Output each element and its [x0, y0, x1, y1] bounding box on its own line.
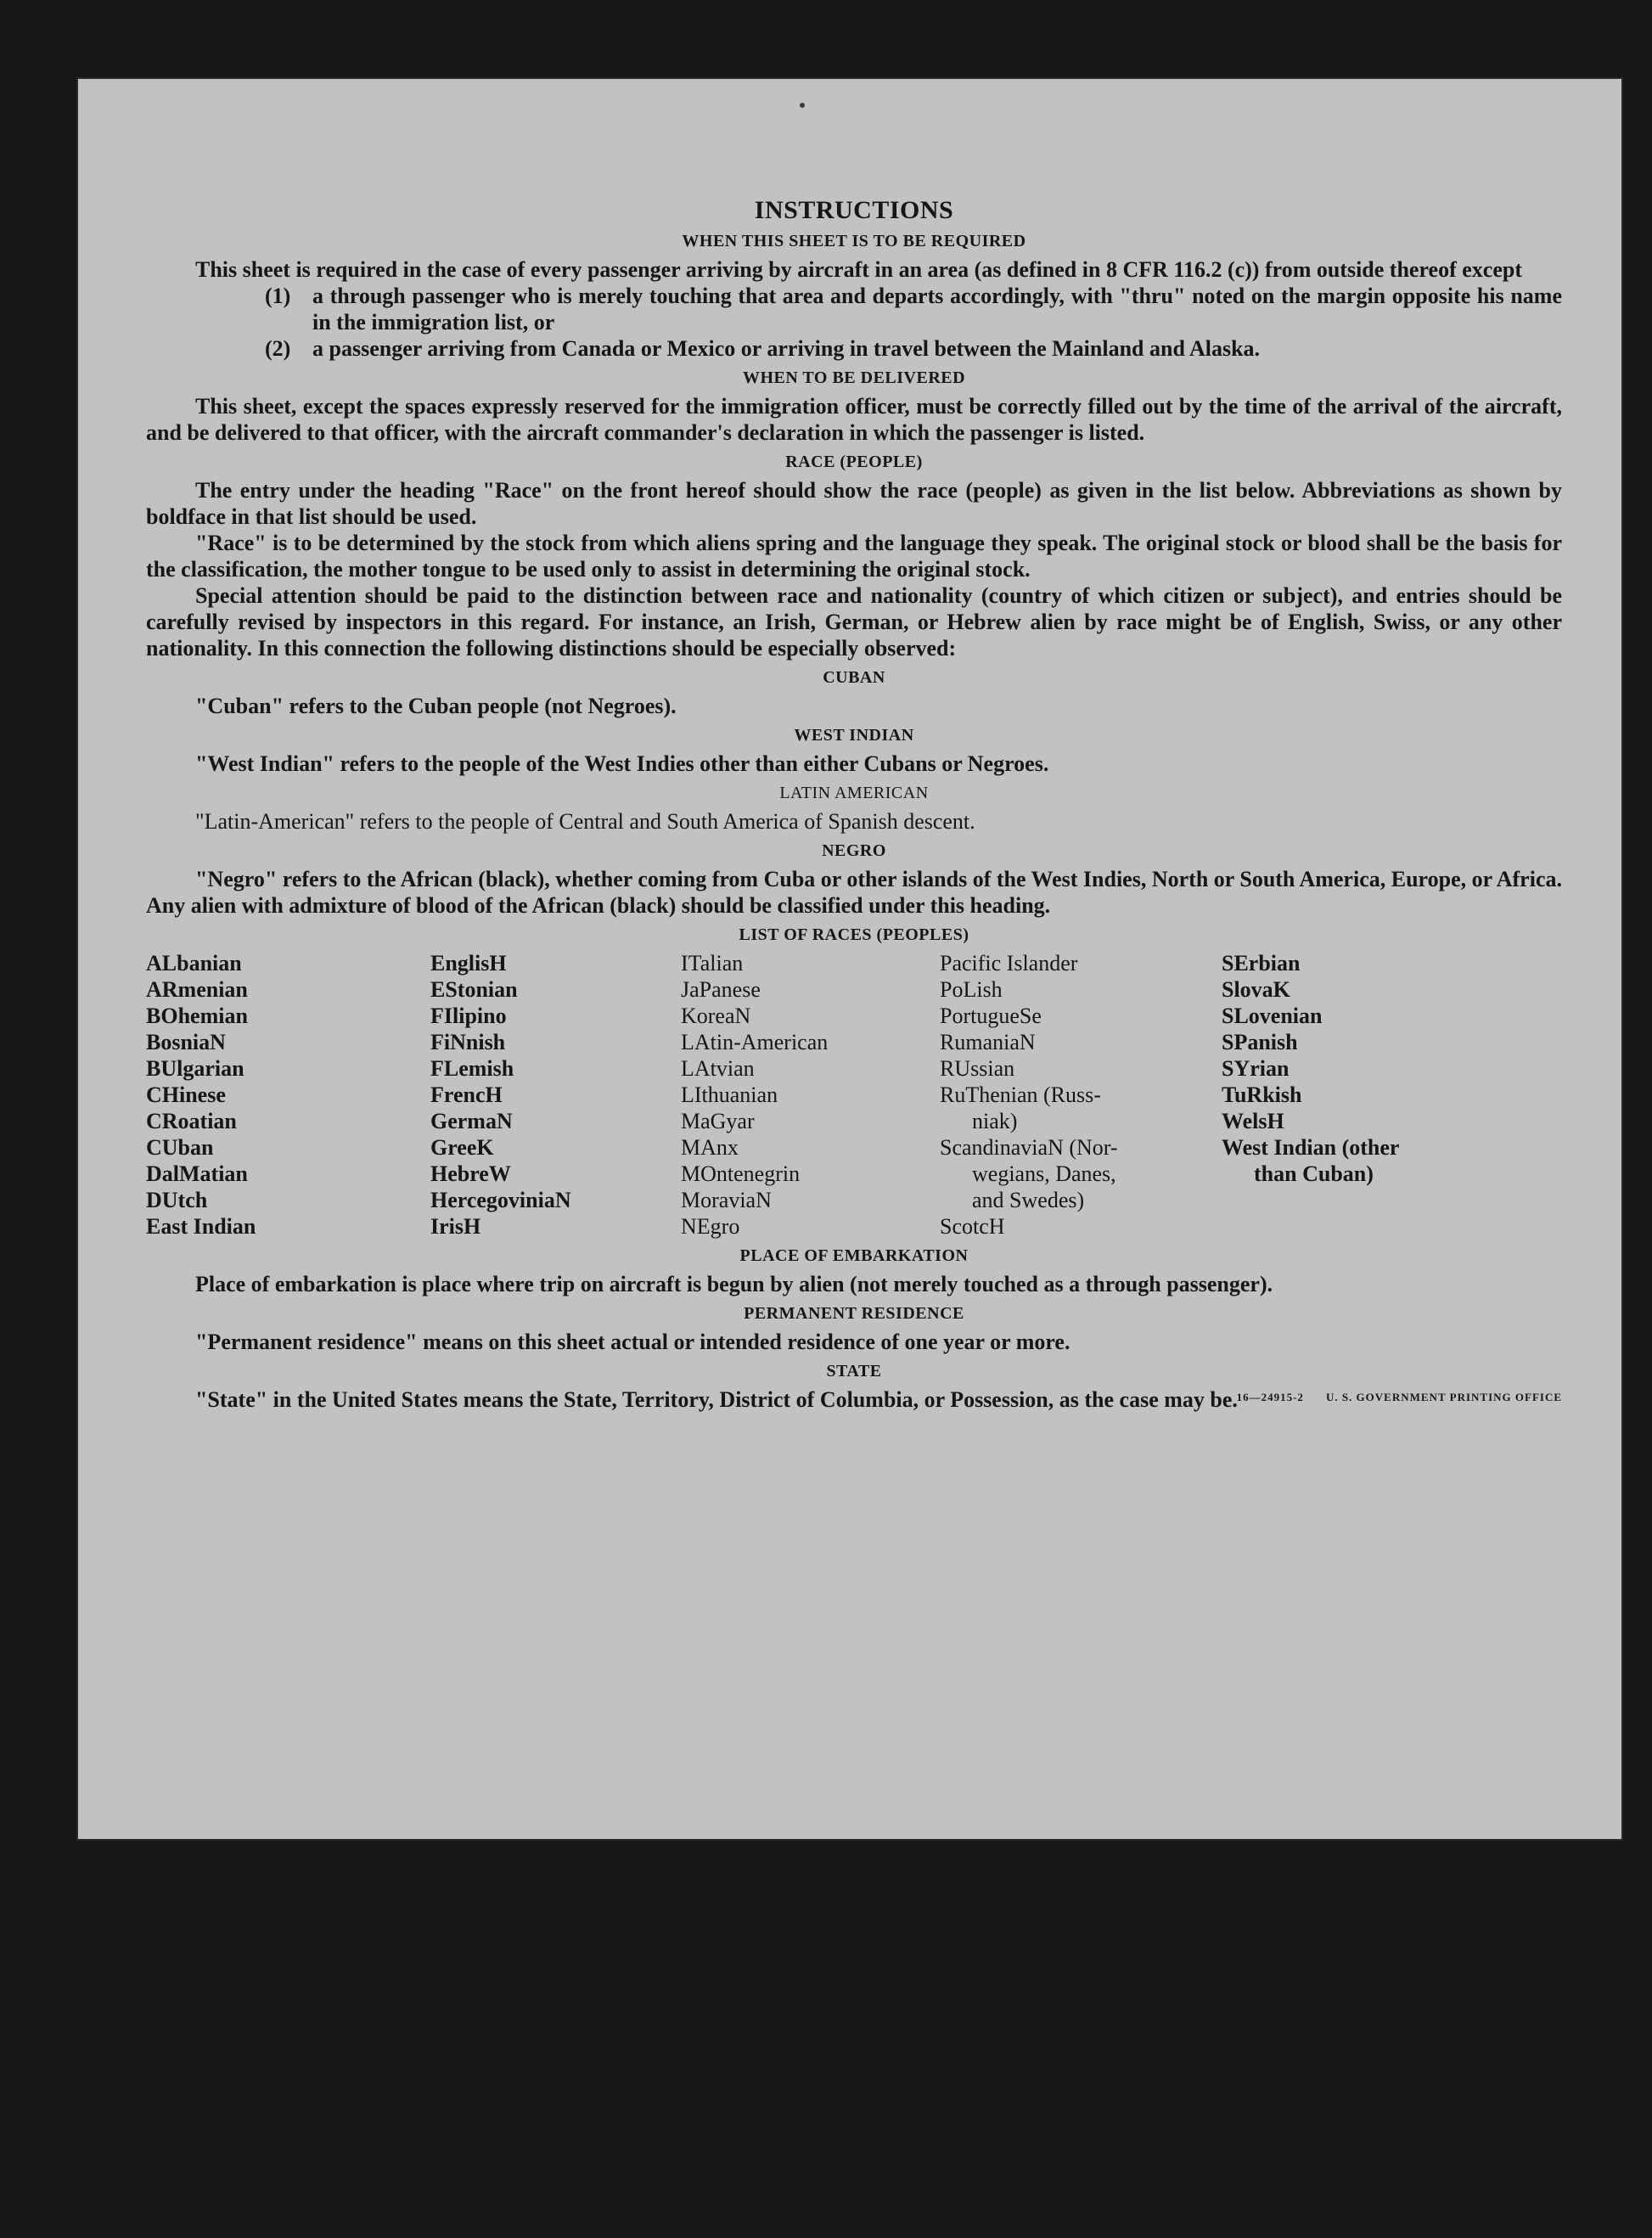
- race-item: GermaN: [430, 1109, 513, 1133]
- race-item: FrencH: [430, 1082, 503, 1107]
- race-item: HebreW: [430, 1161, 511, 1186]
- race-item: MAnx: [681, 1135, 739, 1160]
- race-item: TuRkish: [1222, 1082, 1302, 1107]
- state-text: "State" in the United States means the State, Territory, District of Columbia, or Possession, as the case may be.: [195, 1387, 1238, 1412]
- exception-1: [146, 283, 1562, 335]
- cuban-text: "Cuban" refers to the Cuban people (not Negroes).: [195, 694, 677, 718]
- exception-1-text: a through passenger who is merely touching that area and departs accordingly, with "thru" noted on the margin opposite his name in the immigration list, or: [312, 284, 1562, 335]
- race-item: LIthuanian: [681, 1082, 778, 1107]
- race-item: BosniaN: [146, 1030, 226, 1054]
- races-column-5: [1222, 950, 1477, 1240]
- race-item: CRoatian: [146, 1109, 237, 1133]
- heading-latin-american: LATIN AMERICAN: [779, 784, 929, 802]
- exception-2: [146, 335, 1562, 362]
- race-item-continuation: and Swedes): [972, 1188, 1085, 1212]
- race-item-continuation: niak): [972, 1109, 1018, 1133]
- race-item: PoLish: [940, 977, 1003, 1002]
- race-item: CHinese: [146, 1082, 226, 1107]
- race-item: IrisH: [430, 1214, 481, 1239]
- race-item: MoraviaN: [681, 1188, 772, 1212]
- race-item: RuThenian (Russ-: [940, 1082, 1101, 1107]
- embarkation-text: Place of embarkation is place where trip on aircraft is begun by alien (not merely touched as a through passenger).: [195, 1272, 1273, 1296]
- heading-required: WHEN THIS SHEET IS TO BE REQUIRED: [682, 232, 1026, 250]
- race-item: GreeK: [430, 1135, 494, 1160]
- race-item: BOhemian: [146, 1004, 248, 1028]
- heading-races-list: LIST OF RACES (PEOPLES): [739, 925, 969, 944]
- race-item: SlovaK: [1222, 977, 1290, 1002]
- race-item: SPanish: [1222, 1030, 1298, 1054]
- heading-delivered: WHEN TO BE DELIVERED: [742, 368, 966, 387]
- required-text: This sheet is required in the case of every passenger arriving by aircraft in an area (as defined in 8 CFR 116.2 (c)) from outside thereof except: [195, 257, 1522, 282]
- race-item: SErbian: [1222, 951, 1301, 976]
- race-item: NEgro: [681, 1214, 740, 1239]
- races-column-3: [681, 950, 940, 1240]
- race-item: HercegoviniaN: [430, 1188, 571, 1212]
- exception-2-text: a passenger arriving from Canada or Mexico or arriving in travel between the Mainland and Alaska.: [312, 336, 1261, 361]
- race-item: FiNnish: [430, 1030, 506, 1054]
- printer-imprint: U. S. GOVERNMENT PRINTING OFFICE: [1325, 1391, 1562, 1403]
- heading-race: RACE (PEOPLE): [785, 453, 923, 471]
- race-item: JaPanese: [681, 977, 761, 1002]
- race-item: WelsH: [1222, 1109, 1284, 1133]
- race-item: CUban: [146, 1135, 214, 1160]
- race-item: FLemish: [430, 1056, 514, 1081]
- race-item: EStonian: [430, 977, 518, 1002]
- race-item: RUssian: [940, 1056, 1015, 1081]
- race-paragraph-3: Special attention should be paid to the distinction between race and nationality (country of which citizen or subject), and entries should be carefully revised by inspectors in this regard. For instance, an Irish, German, or Hebrew alien by race might be of English, Swiss, or any other nationality. In this connection the following distinctions should be especially observed:: [146, 583, 1562, 661]
- heading-west-indian: WEST INDIAN: [794, 726, 914, 745]
- race-item: BUlgarian: [146, 1056, 244, 1081]
- race-item: SYrian: [1222, 1056, 1290, 1081]
- race-item: ScotcH: [940, 1214, 1005, 1239]
- document-sheet: [78, 79, 1621, 1839]
- race-item: KoreaN: [681, 1004, 751, 1028]
- form-number: 16—24915-2: [1236, 1391, 1304, 1403]
- negro-text: "Negro" refers to the African (black), whether coming from Cuba or other islands of the West Indies, North or South America, Europe, or Africa. Any alien with admixture of blood of the African (black) should be classified under this heading.: [146, 867, 1562, 918]
- exception-1-num: (1): [265, 284, 291, 308]
- heading-negro: NEGRO: [822, 841, 886, 860]
- race-item: LAtin-American: [681, 1030, 829, 1054]
- heading-cuban: CUBAN: [823, 668, 885, 687]
- instructions-content: [146, 196, 1562, 1412]
- residence-text: "Permanent residence" means on this sheet actual or intended residence of one year or more.: [195, 1330, 1070, 1354]
- west-indian-text: "West Indian" refers to the people of the West Indies other than either Cubans or Negroes.: [195, 751, 1049, 776]
- scan-speck: [800, 103, 805, 108]
- race-item: West Indian (other: [1222, 1135, 1400, 1160]
- delivered-text: This sheet, except the spaces expressly reserved for the immigration officer, must be correctly filled out by the time of the arrival of the aircraft, and be delivered to that officer, with the aircraft commander's declaration in which the passenger is listed.: [146, 394, 1562, 445]
- race-item: LAtvian: [681, 1056, 755, 1081]
- races-column-2: [430, 950, 681, 1240]
- race-item: MOntenegrin: [681, 1161, 801, 1186]
- race-item: PortugueSe: [940, 1004, 1042, 1028]
- races-column-4: [940, 950, 1222, 1240]
- race-item: RumaniaN: [940, 1030, 1036, 1054]
- race-item: East Indian: [146, 1214, 256, 1239]
- heading-residence: PERMANENT RESIDENCE: [744, 1304, 964, 1323]
- races-column-1: [146, 950, 430, 1240]
- race-item: ScandinaviaN (Nor-: [940, 1135, 1118, 1160]
- exception-2-num: (2): [265, 336, 291, 361]
- race-item: DalMatian: [146, 1161, 248, 1186]
- race-item: ITalian: [681, 951, 744, 976]
- race-item: ARmenian: [146, 977, 248, 1002]
- race-item: MaGyar: [681, 1109, 755, 1133]
- races-list: [146, 950, 1562, 1240]
- latin-american-text: "Latin-American" refers to the people of Central and South America of Spanish descent.: [195, 809, 975, 834]
- heading-state: STATE: [826, 1362, 882, 1380]
- race-item: ALbanian: [146, 951, 242, 976]
- page-title: INSTRUCTIONS: [754, 196, 954, 224]
- race-item-continuation: than Cuban): [1254, 1161, 1374, 1186]
- race-paragraph-2: "Race" is to be determined by the stock from which aliens spring and the language they speak. The original stock or blood shall be the basis for the classification, the mother tongue to be used only to assist in determining the original stock.: [146, 531, 1562, 582]
- race-item: Pacific Islander: [940, 951, 1078, 976]
- race-item: SLovenian: [1222, 1004, 1323, 1028]
- race-paragraph-1: The entry under the heading "Race" on the front hereof should show the race (people) as given in the list below. Abbreviations as shown by boldface in that list should be used.: [146, 478, 1562, 529]
- race-item: FIlipino: [430, 1004, 507, 1028]
- race-item: EnglisH: [430, 951, 507, 976]
- heading-embarkation: PLACE OF EMBARKATION: [739, 1246, 969, 1265]
- race-item-continuation: wegians, Danes,: [972, 1161, 1116, 1186]
- race-item: DUtch: [146, 1188, 208, 1212]
